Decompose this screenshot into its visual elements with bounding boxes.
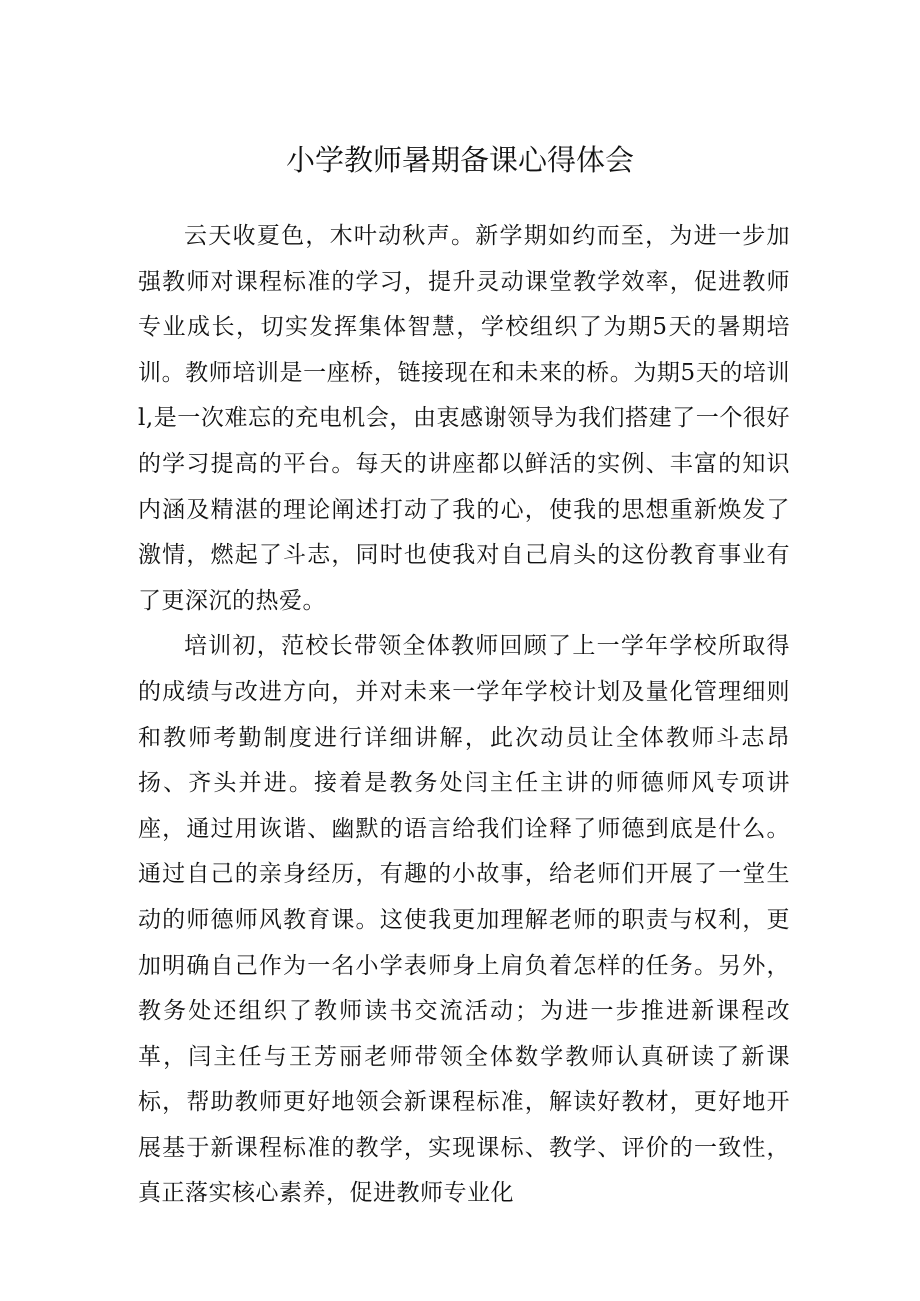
paragraph-1: 云天收夏色，木叶动秋声。新学期如约而至，为进一步加强教师对课程标准的学习，提升灵动课堂教学效率，促进教师专业成长，切实发挥集体智慧，学校组织了为期5天的暑期培训。教师培训是一座桥，链接现在和未来的桥。为期5天的培训l,是一次难忘的充电机会，由衷感谢领导为我们搭建了一个很好的学习提高的平台。每天的讲座都以鲜活的实例、丰富的知识内涵及精湛的理论阐述打动了我的心，使我的思想重新焕发了激情，燃起了斗志，同时也使我对自己肩头的这份教育事业有了更深沉的热爱。 [138, 223, 790, 614]
paragraph-2: 培训初，范校长带领全体教师回顾了上一学年学校所取得的成绩与改进方向，并对未来一学年学校计划及量化管理细则和教师考勤制度进行详细讲解，此次动员让全体教师斗志昂扬、齐头并进。接着是教务处闫主任主讲的师德师风专项讲座，通过用诙谐、幽默的语言给我们诠释了师德到底是什么。通过自己的亲身经历，有趣的小故事，给老师们开展了一堂生动的师德师风教育课。这使我更加理解老师的职责与权利，更加明确自己作为一名小学表师身上肩负着怎样的任务。另外，教务处还组织了教师读书交流活动；为进一步推进新课程改革，闫主任与王芳丽老师带领全体数学教师认真研读了新课标，帮助教师更好地领会新课程标准，解读好教材，更好地开展基于新课程标准的教学，实现课标、教学、评价的一致性，真正落实核心素养，促进教师专业化 [138, 633, 790, 1207]
document-body [138, 214, 790, 1217]
document-title: 小学教师暑期备课心得体会 [285, 143, 634, 177]
